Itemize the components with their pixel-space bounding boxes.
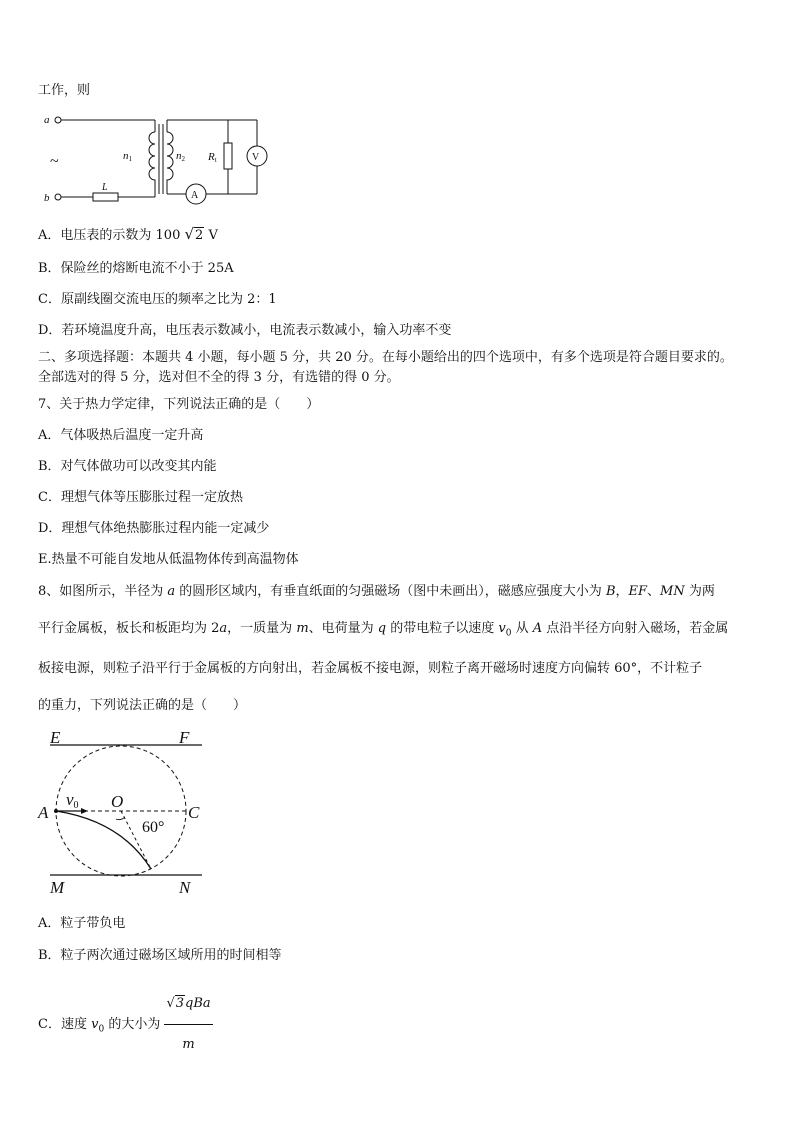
q6-option-a[interactable]: A．电压表的示数为 100 √2 V	[38, 225, 218, 243]
q7-option-d[interactable]: D．理想气体绝热膨胀过程内能一定减少	[38, 521, 270, 536]
plate-f-label: F	[179, 728, 190, 747]
plate-e-label: E	[50, 728, 61, 747]
q6-option-c[interactable]: C．原副线圈交流电压的频率之比为 2：1	[38, 292, 277, 307]
terminal-a-label: a	[44, 114, 50, 126]
velocity-fraction: $\frac{\text{√3qBa}}{m}$	[164, 984, 212, 1065]
q8-option-c[interactable]: C．速度 $v_0$ 的大小为 $\frac{\text{√3qBa}}{m}$	[38, 984, 213, 1065]
magnetic-field-figure	[36, 726, 216, 896]
center-o-label: O	[111, 792, 124, 811]
angle-label: 60°	[142, 819, 165, 836]
terminal-b-label: b	[44, 192, 50, 204]
q8-option-a[interactable]: A．粒子带负电	[38, 916, 126, 931]
ammeter-icon: A	[191, 190, 199, 201]
q7-stem: 7、关于热力学定律，下列说法正确的是（ ）	[38, 397, 320, 412]
ac-source-symbol: ~	[50, 153, 59, 170]
q8-stem-line4: 的重力，下列说法正确的是（ ）	[38, 698, 247, 713]
fuse-label: L	[102, 182, 108, 193]
point-c-label: C	[188, 803, 200, 822]
plate-n-label: N	[179, 878, 191, 896]
velocity-label: v0	[66, 790, 79, 811]
q7-option-e[interactable]: E.热量不可能自发地从低温物体传到高温物体	[38, 552, 299, 567]
q6-option-d[interactable]: D．若环境温度升高，电压表示数减小，电流表示数减小，输入功率不变	[38, 323, 452, 338]
q7-option-c[interactable]: C．理想气体等压膨胀过程一定放热	[38, 490, 243, 505]
plate-m-label: M	[50, 878, 65, 896]
n2-label: n2	[176, 150, 185, 163]
n1-label: n1	[123, 150, 132, 163]
q8-stem-line3: 板接电源，则粒子沿平行于金属板的方向射出，若金属板不接电源，则粒子离开磁场时速度方向偏转 60°，不计粒子	[38, 661, 703, 676]
q8-option-b[interactable]: B．粒子两次通过磁场区域所用的时间相等	[38, 948, 282, 963]
q8-stem-line1: 8、如图所示，半径为 a 的圆形区域内，有垂直纸面的匀强磁场（图中未画出），磁感应强度大小为 B，EF、MN 为两	[38, 584, 715, 599]
rt-label: Rt	[208, 151, 217, 164]
q8-stem-line2: 平行金属板，板长和板距均为 2a，一质量为 m、电荷量为 q 的带电粒子以速度 $v_0$ 从 A 点沿半径方向射入磁场，若金属	[38, 621, 729, 639]
q7-option-b[interactable]: B．对气体做功可以改变其内能	[38, 459, 217, 474]
q7-option-a[interactable]: A．气体吸热后温度一定升高	[38, 428, 204, 443]
section2-instructions-line2: 全部选对的得 5 分，选对但不全的得 3 分，有选错的得 0 分。	[38, 370, 400, 385]
intro-text: 工作，则	[38, 83, 91, 98]
point-a-label: A	[38, 803, 49, 822]
voltmeter-icon: V	[252, 152, 260, 163]
transformer-circuit-figure	[38, 110, 278, 210]
q6-option-b[interactable]: B．保险丝的熔断电流不小于 25A	[38, 261, 234, 276]
section2-instructions-line1: 二、多项选择题：本题共 4 小题，每小题 5 分，共 20 分。在每小题给出的四个选项中，有多个选项是符合题目要求的。	[38, 350, 733, 365]
